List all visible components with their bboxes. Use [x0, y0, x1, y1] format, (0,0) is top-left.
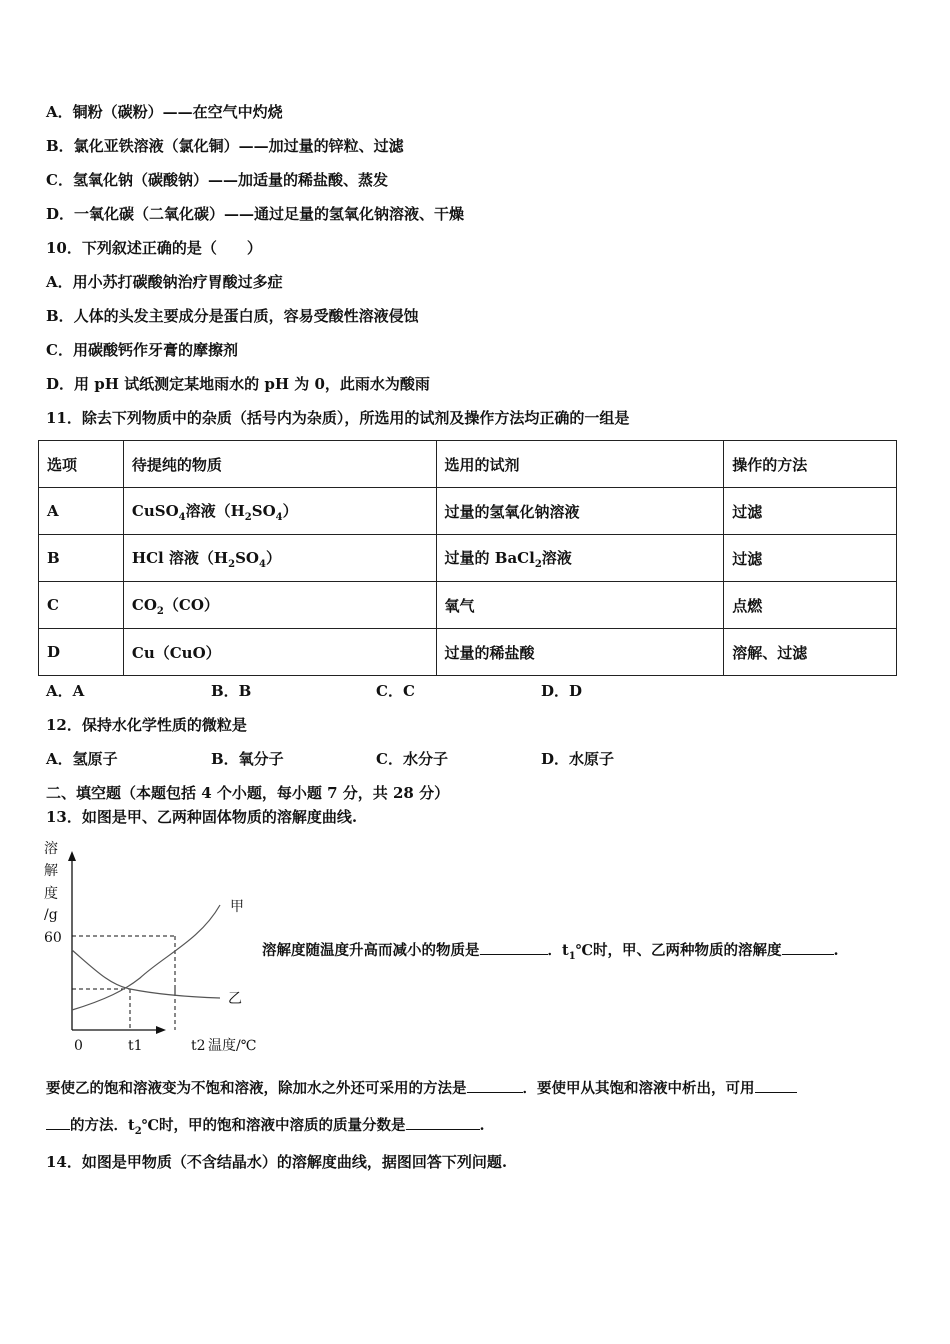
guide-lines	[72, 936, 175, 1030]
x-axis-arrow	[156, 1026, 166, 1034]
reagent-cell: 过量的稀盐酸	[436, 629, 724, 676]
series-label-yi: 乙	[228, 991, 242, 1007]
answer-blank[interactable]	[480, 940, 548, 955]
q12-stem: 12．保持水化学性质的微粒是	[46, 716, 247, 734]
substance-cell: Cu（CuO）	[123, 629, 436, 676]
q9-option-a: A．铜粉（碳粉）——在空气中灼烧	[46, 103, 283, 121]
q10-stem: 10．下列叙述正确的是（ ）	[46, 239, 262, 257]
q9-option-c: C．氢氧化钠（碳酸钠）——加适量的稀盐酸、蒸发	[46, 171, 388, 189]
section-heading: 二、填空题（本题包括 4 个小题，每小题 7 分，共 28 分）	[46, 784, 450, 802]
y-label-char: 解	[44, 863, 58, 879]
y-tick-60: 60	[44, 930, 62, 946]
method-cell: 过滤	[724, 535, 897, 582]
answer-blank[interactable]	[406, 1115, 480, 1130]
option-cell: B	[39, 535, 124, 582]
header-cell: 选项	[39, 441, 124, 488]
reagent-cell: 氧气	[436, 582, 724, 629]
q12-option-d: D．水原子	[541, 750, 615, 768]
x-tick-t1: t1	[128, 1038, 143, 1054]
header-cell: 选用的试剂	[436, 441, 724, 488]
q13-line2: 要使乙的饱和溶液变为不饱和溶液，除加水之外还可采用的方法是 ．要使甲从其饱和溶液中析出，可用	[46, 1078, 797, 1099]
q12-option-a: A．氢原子	[46, 750, 118, 768]
table-row	[39, 582, 897, 629]
q10-option-d: D．用 pH 试纸测定某地雨水的 pH 为 0，此雨水为酸雨	[46, 375, 430, 393]
method-cell: 点燃	[724, 582, 897, 629]
q11-answer-a: A．A	[46, 682, 85, 700]
method-cell: 过滤	[724, 488, 897, 535]
option-cell: C	[39, 582, 124, 629]
header-cell: 待提纯的物质	[123, 441, 436, 488]
substance-cell: $CO_2(CO)$	[123, 582, 436, 629]
q10-option-b: B．人体的头发主要成分是蛋白质，容易受酸性溶液侵蚀	[46, 307, 419, 325]
table-row	[39, 488, 897, 535]
option-cell: A	[39, 488, 124, 535]
x-tick-t2: t2	[191, 1038, 206, 1054]
table-header-row	[39, 441, 897, 488]
q9-option-b: B．氯化亚铁溶液（氯化铜）——加过量的锌粒、过滤	[46, 137, 404, 155]
reagent-cell: 过量的 BaCl$_2$溶液	[436, 535, 724, 582]
q10-option-c: C．用碳酸钙作牙膏的摩擦剂	[46, 341, 238, 359]
y-label-char: 溶	[44, 841, 58, 857]
x-tick-0: 0	[74, 1038, 83, 1054]
q11-answer-d: D．D	[541, 682, 583, 700]
q11-stem: 11．除去下列物质中的杂质（括号内为杂质），所选用的试剂及操作方法均正确的一组是	[46, 409, 630, 427]
x-axis-label: 温度/℃	[208, 1038, 257, 1054]
q13-line1: 溶解度随温度升高而减小的物质是 ．$t_1℃$时，甲、乙两种物质的溶解度 .	[262, 942, 839, 962]
table-row	[39, 535, 897, 582]
substance-cell: HCl 溶液$(H_2SO_4)$	[123, 535, 436, 582]
curve-jia	[72, 905, 220, 1010]
option-cell: D	[39, 629, 124, 676]
q13-line3: 的方法．$t_2℃$时，甲的饱和溶液中溶质的质量分数是 .	[46, 1115, 485, 1142]
q12-option-b: B．氧分子	[211, 750, 284, 768]
curve-yi	[72, 950, 220, 998]
solubility-chart	[40, 835, 270, 1060]
q11-answer-b: B．B	[211, 682, 252, 700]
y-label-char: 度	[44, 886, 58, 902]
q11-answer-c: C．C	[376, 682, 415, 700]
q12-option-c: C．水分子	[376, 750, 448, 768]
answer-blank[interactable]	[467, 1078, 523, 1093]
table-row	[39, 629, 897, 676]
method-cell: 溶解、过滤	[724, 629, 897, 676]
answer-blank[interactable]	[46, 1115, 70, 1130]
q14-stem: 14．如图是甲物质（不含结晶水）的溶解度曲线，据图回答下列问题.	[46, 1153, 508, 1171]
header-cell: 操作的方法	[724, 441, 897, 488]
q13-stem: 13．如图是甲、乙两种固体物质的溶解度曲线.	[46, 808, 358, 826]
series-label-jia: 甲	[230, 899, 244, 915]
substance-cell: CuSO$_4$溶液$(H_2SO_4)$	[123, 488, 436, 535]
y-axis-arrow	[68, 851, 76, 861]
y-label-char: /g	[44, 907, 58, 923]
q9-option-d: D．一氧化碳（二氧化碳）——通过足量的氢氧化钠溶液、干燥	[46, 205, 465, 223]
answer-blank[interactable]	[755, 1078, 797, 1093]
answer-blank[interactable]	[782, 940, 834, 955]
reagent-cell: 过量的氢氧化钠溶液	[436, 488, 724, 535]
q10-option-a: A．用小苏打碳酸钠治疗胃酸过多症	[46, 273, 283, 291]
q11-table	[38, 440, 897, 676]
